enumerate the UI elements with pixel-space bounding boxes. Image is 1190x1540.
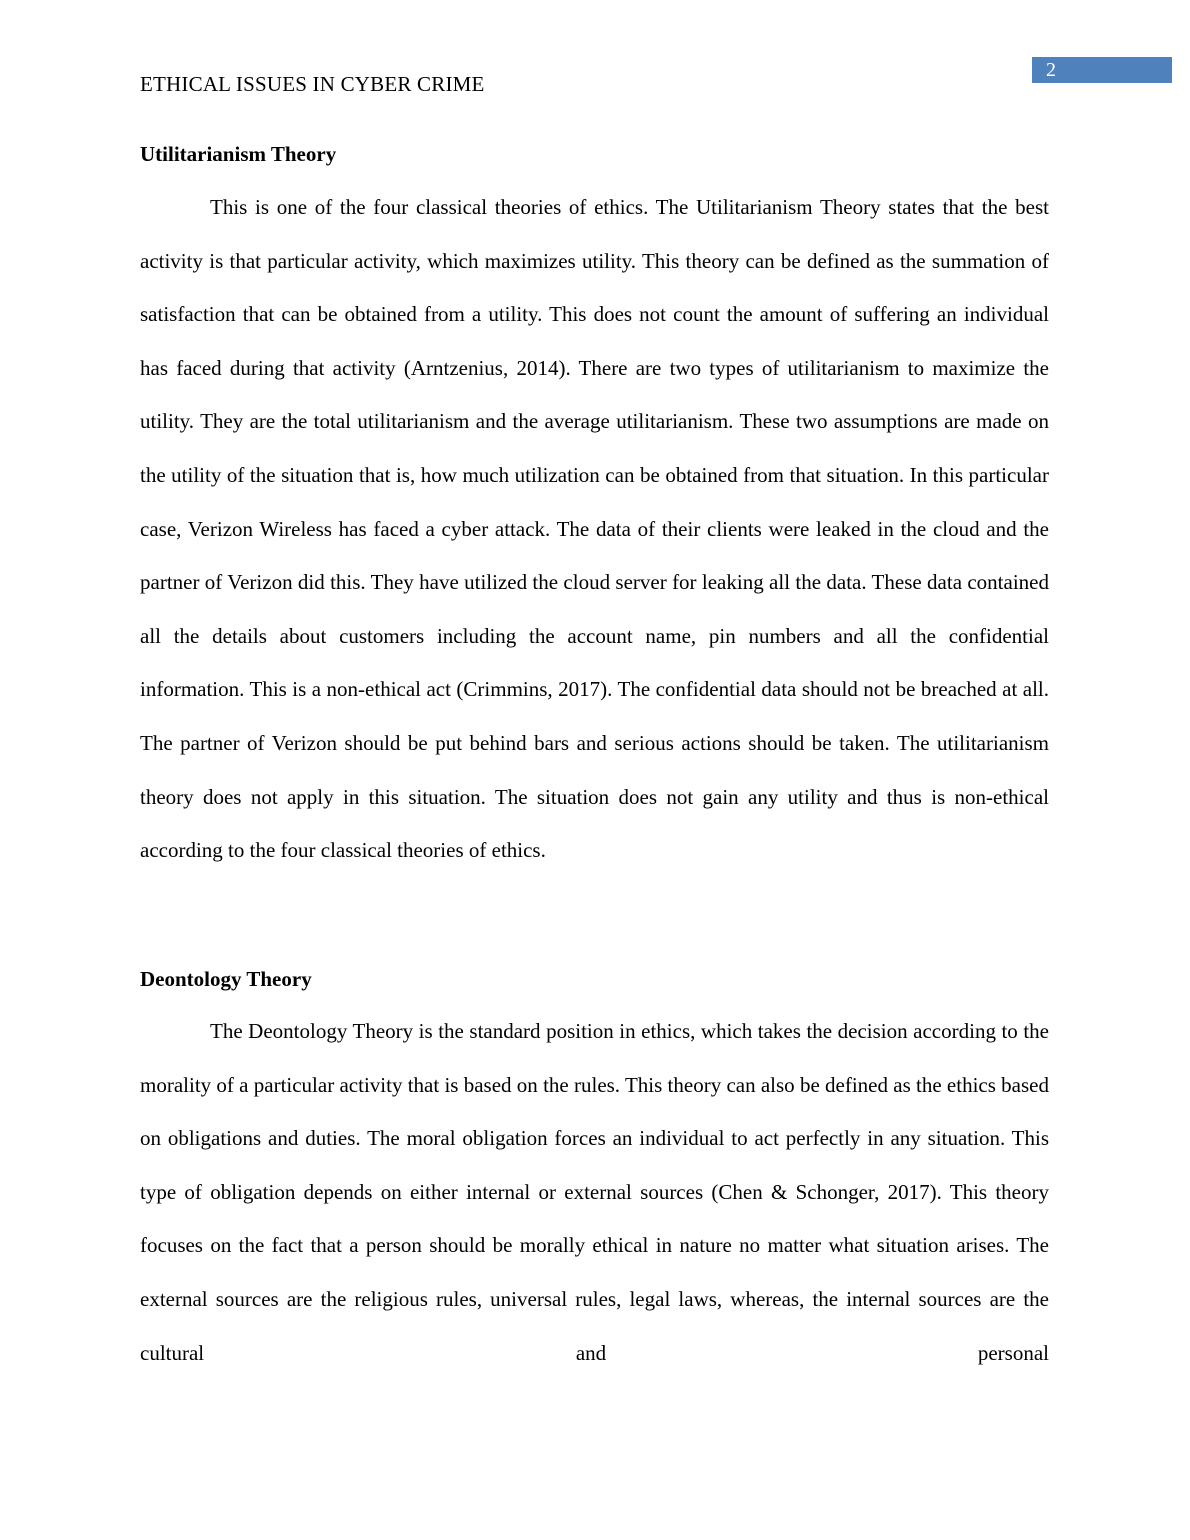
paragraph-utilitarianism: This is one of the four classical theories of ethics. The Utilitarianism Theory states that the best activity is that particular activity, which maximizes utility. This theory can be defined as the summation of satisfaction that can be obtained from a utility. This does not count the amount of suffering an individual has faced during that activity (Arntzenius, 2014). There are two types of utilitarianism to maximize the utility. They are the total utilitarianism and the average utilitarianism. These two assumptions are made on the utility of the situation that is, how much utilization can be obtained from that situation. In this particular case, Verizon Wireless has faced a cyber attack. The data of their clients were leaked in the cloud and the partner of Verizon did this. They have utilized the cloud server for leaking all the data. These data contained all the details about customers including the account name, pin numbers and all the confidential information. This is a non-ethical act (Crimmins, 2017). The confidential data should not be breached at all. The partner of Verizon should be put behind bars and serious actions should be taken. The utilitarianism theory does not apply in this situation. The situation does not gain any utility and thus is non-ethical according to the four classical theories of ethics. (140, 195, 1049, 863)
page-number: 2 (1032, 57, 1172, 83)
section-heading-utilitarianism: Utilitarianism Theory (140, 142, 337, 166)
running-head: ETHICAL ISSUES IN CYBER CRIME (140, 72, 485, 96)
paragraph-deontology: The Deontology Theory is the standard position in ethics, which takes the decision according to the morality of a particular activity that is based on the rules. This theory can also be defined as the ethics based on obligations and duties. The moral obligation forces an individual to act perfectly in any situation. This type of obligation depends on either internal or external sources (Chen & Schonger, 2017). This theory focuses on the fact that a person should be morally ethical in nature no matter what situation arises. The external sources are the religious rules, universal rules, legal laws, whereas, the internal sources are the cultural and personal (140, 1019, 1049, 1365)
section-heading-deontology: Deontology Theory (140, 967, 312, 991)
